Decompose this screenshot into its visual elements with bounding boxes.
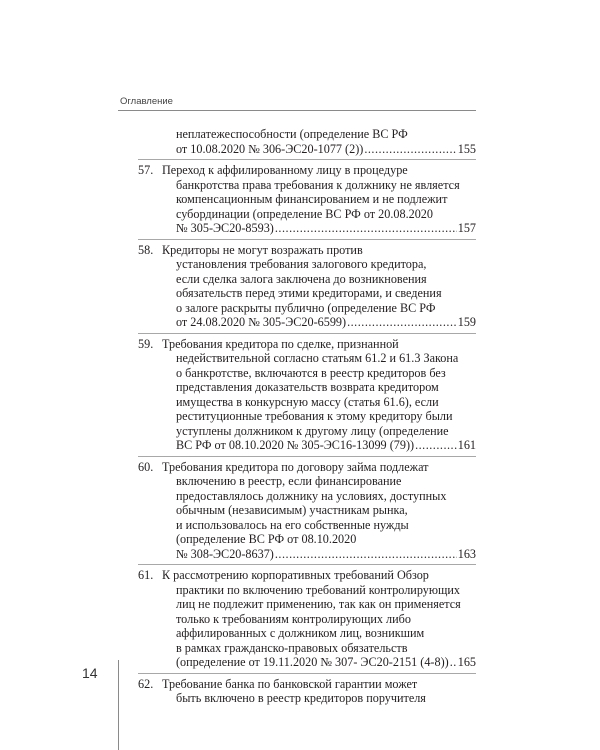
- toc-entry-line: быть включено в реестр кредиторов поручителя: [176, 691, 426, 705]
- toc-entry-last-line: № 308-ЭС20-8637): [176, 546, 274, 561]
- toc-entry-first-line: Переход к аффилированному лицу в процедуре: [162, 163, 408, 177]
- toc-entry-leader-line: [176, 142, 476, 157]
- toc-entry-line: только к требованиям контролирующих либо: [176, 611, 411, 626]
- toc-entry-line: обязательств перед этими кредиторами, и сведения: [176, 286, 442, 300]
- toc-entry-line: банкротства права требования к должнику не является: [176, 177, 460, 192]
- toc-entry-leader-line: [176, 221, 476, 236]
- page-number-rule: [118, 660, 119, 750]
- toc-entry-page: 163: [457, 546, 476, 561]
- running-head-title: Оглавление: [120, 96, 173, 107]
- toc-entry-line: аффилированных с должником лиц, возникшим: [176, 626, 425, 640]
- toc-entry-first-line: Кредиторы не могут возражать против: [162, 242, 363, 257]
- toc-entry-number: 57.: [138, 163, 154, 177]
- toc-entry-first-line: Требования кредитора по договору займа подлежат: [162, 459, 429, 474]
- toc-entry-line: имущества в конкурсную массу (статья 61.6), если: [176, 394, 439, 409]
- toc-entry-first-line: К рассмотрению корпоративных требований Обзор: [162, 568, 429, 582]
- toc-entry-61: [138, 568, 476, 674]
- toc-entry-number: 61.: [138, 568, 154, 582]
- toc-entry-page: 155: [457, 141, 476, 156]
- toc-entry-line: практики по включению требований контролирующих: [176, 582, 460, 597]
- toc-entry-page: 165: [457, 655, 476, 669]
- toc-entry-line: и использовалось на его собственные нужды: [176, 517, 409, 532]
- toc-entry-line: неплатежеспособности (определение ВС РФ: [176, 127, 408, 141]
- toc-entry-line: о залоге раскрыты публично (определение ВС РФ: [176, 300, 436, 315]
- toc-entry-line: уступлены должником к другому лицу (определение: [176, 423, 449, 438]
- toc-entry-line: лиц не подлежит применению, так как он применяется: [176, 597, 461, 611]
- toc-entry-last-line: от 10.08.2020 № 306-ЭС20-1077 (2)): [176, 141, 364, 156]
- toc-entry-line: предоставлялось должнику на условиях, доступных: [176, 488, 447, 503]
- dot-leader: [415, 438, 457, 453]
- toc-entry-line: о банкротстве, включаются в реестр кредиторов без: [176, 365, 446, 380]
- dot-leader: [450, 655, 457, 670]
- toc-entry-leader-line: [176, 547, 476, 562]
- toc-entry-leader-line: [176, 655, 476, 670]
- toc-entry-line: недействительной согласно статьям 61.2 и 61.3 Закона: [176, 351, 459, 365]
- toc-entry-line: обычным (независимым) участникам рынка,: [176, 503, 408, 517]
- toc-entry-58: [138, 243, 476, 334]
- toc-entry-page: 159: [457, 315, 476, 329]
- toc-entry-first-line: Требования кредитора по сделке, признанной: [162, 336, 399, 351]
- toc-entry-leader-line: [176, 438, 476, 453]
- dot-leader: [275, 221, 457, 236]
- toc-entry-line: реституционные требования к этому кредитору были: [176, 409, 453, 423]
- toc-entry-number: 60.: [138, 459, 154, 474]
- toc-entry-leader-line: [176, 315, 476, 330]
- toc-entry-line: в рамках гражданско-правовых обязательств: [176, 640, 408, 655]
- table-of-contents: [138, 127, 476, 712]
- toc-entry-last-line: от 24.08.2020 № 305-ЭС20-6599): [176, 315, 347, 329]
- toc-entry-last-line: (определение от 19.11.2020 № 307- ЭС20-2151 (4-8)): [176, 655, 449, 669]
- toc-entry-number: 59.: [138, 336, 154, 351]
- toc-entry-page: 161: [457, 438, 476, 452]
- toc-entry-57: [138, 163, 476, 240]
- toc-entry-continuation: [138, 127, 476, 160]
- toc-entry-number: 62.: [138, 676, 154, 691]
- toc-entry-62: [138, 677, 476, 709]
- toc-entry-line: установления требования залогового кредитора,: [176, 257, 427, 271]
- page-number: 14: [82, 665, 98, 681]
- header-rule: [118, 110, 476, 111]
- toc-entry-last-line: ВС РФ от 08.10.2020 № 305-ЭС16-13099 (79)): [176, 438, 415, 452]
- toc-entry-60: [138, 460, 476, 566]
- dot-leader: [347, 315, 457, 330]
- toc-entry-line: субординации (определение ВС РФ от 20.08.2020: [176, 206, 433, 221]
- toc-entry-first-line: Требование банка по банковской гарантии может: [162, 676, 418, 691]
- toc-entry-last-line: № 305-ЭС20-8593): [176, 221, 274, 235]
- toc-entry-line: (определение ВС РФ от 08.10.2020: [176, 532, 357, 546]
- toc-entry-line: включению в реестр, если финансирование: [176, 474, 402, 488]
- toc-entry-line: представления доказательств возврата кредитором: [176, 380, 439, 394]
- toc-entry-number-empty: [138, 127, 162, 156]
- dot-leader: [364, 142, 456, 157]
- toc-entry-number: 58.: [138, 242, 154, 257]
- toc-entry-line: компенсационным финансированием и не подлежит: [176, 192, 448, 206]
- toc-entry-line: если сделка залога заключена до возникновения: [176, 271, 427, 286]
- dot-leader: [275, 547, 457, 562]
- toc-entry-page: 157: [457, 221, 476, 235]
- toc-entry-59: [138, 337, 476, 457]
